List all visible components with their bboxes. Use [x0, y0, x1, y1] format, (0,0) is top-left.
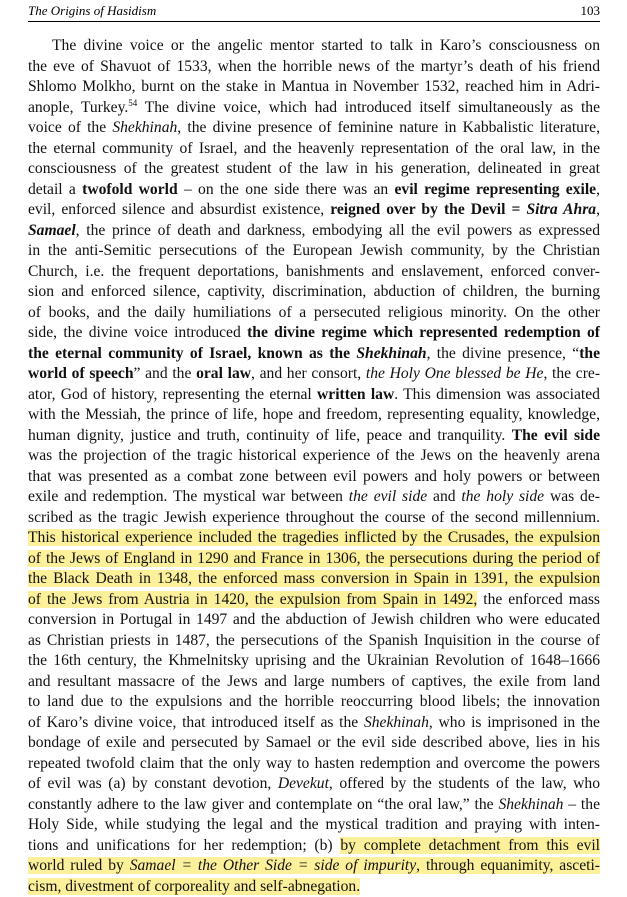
text-line: of the Jews from Austria in 1420, the expulsion from Spain in 1492, the enforced mass	[28, 590, 600, 611]
text-line: the eternal community of Israel, known as the Shekhinah, the divine presence, “the	[28, 344, 600, 365]
text-line: to land due to the expulsions and the horrible reoccurring blood libels; the innovation	[28, 692, 600, 713]
text-line: that was presented as a combat zone between evil powers and holy powers or between	[28, 467, 600, 488]
text-line: voice of the Shekhinah, the divine presence of feminine nature in Kabbalistic literature,	[28, 118, 600, 139]
text-line: consciousness of the greatest student of the law in his generation, delineated in great	[28, 159, 600, 180]
text-line: was the projection of the tragic historical experience of the Jews on the heavenly arena	[28, 446, 600, 467]
text-line: The divine voice or the angelic mentor started to talk in Karo’s consciousness on	[28, 36, 600, 57]
highlight: world ruled by Samael = the Other Side = side of impurity, through equanimity, asceti-	[28, 857, 600, 874]
text-line: side, the divine voice introduced the divine regime which represented redemption of	[28, 323, 600, 344]
highlighted-line	[28, 856, 600, 877]
highlighted-line	[28, 877, 600, 897]
text-line: Church, i.e. the frequent deportations, banishments and enslavement, enforced conver-	[28, 262, 600, 283]
highlight: cism, divestment of corporeality and self-abnegation.	[28, 878, 360, 895]
text-line: bondage of exile and persecuted by Samael or the evil side described above, lies in his	[28, 733, 600, 754]
text-line: detail a twofold world – on the one side there was an evil regime representing exile,	[28, 180, 600, 201]
text-line: Shlomo Molkho, burnt on the stake in Mantua in November 1532, reached him in Adri-	[28, 77, 600, 98]
highlight: of the Jews of England in 1290 and France in 1306, the persecutions during the period of	[28, 550, 600, 567]
highlight: This historical experience included the tragedies inflicted by the Crusades, the expulsion	[28, 529, 600, 546]
highlighted-line	[28, 549, 600, 570]
page-number: 103	[581, 2, 601, 20]
text-line: human dignity, justice and truth, continuity of life, peace and tranquility. The evil side	[28, 426, 600, 447]
text-line: exile and redemption. The mystical war between the evil side and the holy side was de-	[28, 487, 600, 508]
highlight: by complete detachment from this evil	[340, 837, 600, 854]
text-line: Holy Side, while studying the legal and the mystical tradition and praying with inten-	[28, 815, 600, 836]
text-line: anople, Turkey.$^{54}$ The divine voice, which had introduced itself simultaneously as the	[28, 98, 600, 119]
highlight: the Black Death in 1348, the enforced mass conversion in Spain in 1391, the expulsion	[28, 570, 600, 587]
text-line: the 16th century, the Khmelnitsky uprising and the Ukrainian Revolution of 1648–1666	[28, 651, 600, 672]
header-rule	[28, 21, 600, 22]
text-line: the eve of Shavuot of 1533, when the horrible news of the martyr’s death of his friend	[28, 57, 600, 78]
running-head	[28, 2, 600, 20]
text-line: in the anti-Semitic persecutions of the European Jewish community, by the Christian	[28, 241, 600, 262]
text-line: sion and enforced silence, captivity, discrimination, abduction of children, the burning	[28, 282, 600, 303]
text-line: as Christian priests in 1487, the persecutions of the Spanish Inquisition in the course of	[28, 631, 600, 652]
text-line: ator, God of history, representing the eternal written law. This dimension was associated	[28, 385, 600, 406]
highlight: of the Jews from Austria in 1420, the expulsion from Spain in 1492,	[28, 591, 477, 608]
text-line: world of speech” and the oral law, and her consort, the Holy One blessed be He, the cre-	[28, 364, 600, 385]
text-line: conversion in Portugal in 1497 and the abduction of Jewish children who were educated	[28, 610, 600, 631]
text-line: evil, enforced silence and absurdist existence, reigned over by the Devil = Sitra Ahra,	[28, 200, 600, 221]
text-line: of books, and the daily humiliations of a persecuted religious minority. On the other	[28, 303, 600, 324]
text-line: repeated twofold claim that the only way to hasten redemption and overcome the powers	[28, 754, 600, 775]
footnote-ref[interactable]: 54	[128, 97, 137, 107]
text-line: of Karo’s divine voice, that introduced itself as the Shekhinah, who is imprisoned in the	[28, 713, 600, 734]
text-line: and resultant massacre of the Jews and large numbers of captives, the exile from land	[28, 672, 600, 693]
text-line: of evil was (a) by constant devotion, Devekut, offered by the students of the law, who	[28, 774, 600, 795]
text-line: with the Messiah, the prince of life, hope and freedom, representing equality, knowledge,	[28, 405, 600, 426]
running-title: The Origins of Hasidism	[28, 2, 156, 20]
text-line: scribed as the tragic Jewish experience throughout the course of the second millennium.	[28, 508, 600, 529]
highlighted-line	[28, 569, 600, 590]
text-line: tions and unifications for her redemption; (b) by complete detachment from this evil	[28, 836, 600, 857]
body-paragraph	[28, 36, 600, 897]
highlighted-line	[28, 528, 600, 549]
text-line: Samael, the prince of death and darkness, embodying all the evil powers as expressed	[28, 221, 600, 242]
text-line: constantly adhere to the law giver and contemplate on “the oral law,” the Shekhinah – the	[28, 795, 600, 816]
text-line: the eternal community of Israel, and the heavenly representation of the oral law, in the	[28, 139, 600, 160]
